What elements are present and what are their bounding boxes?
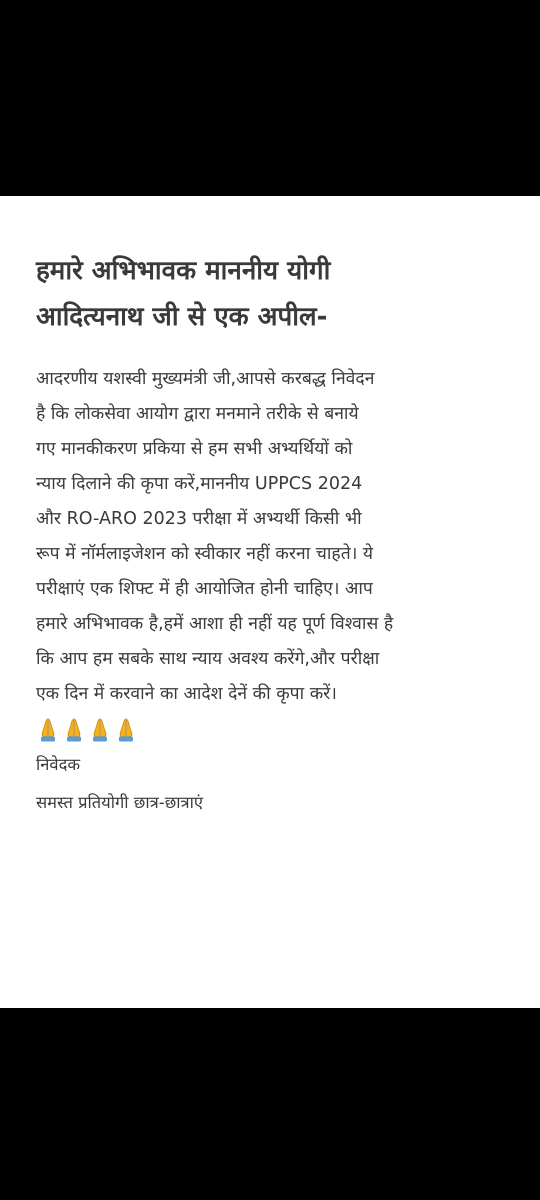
- heading-line-1: हमारे अभिभावक माननीय योगी: [36, 256, 331, 286]
- body-line: रूप में नॉर्मलाइजेशन को स्वीकार नहीं करना चाहते। ये: [36, 544, 374, 564]
- body-line: और RO-ARO 2023 परीक्षा में अभ्यर्थी किसी भी: [36, 509, 362, 529]
- emoji-row: [36, 714, 504, 746]
- folded-hands-icon: [88, 717, 112, 743]
- body-line: आदरणीय यशस्वी मुख्यमंत्री जी,आपसे करबद्ध निवेदन: [36, 369, 375, 389]
- heading-line-2: आदित्यनाथ जी से एक अपील-: [36, 302, 328, 332]
- body-line: परीक्षाएं एक शिफ्ट में ही आयोजित होनी चाहिए। आप: [36, 579, 373, 599]
- top-black-band: [0, 0, 540, 196]
- folded-hands-icon: [114, 717, 138, 743]
- signature-label: निवेदक: [36, 755, 81, 774]
- folded-hands-icon: [36, 717, 60, 743]
- bottom-black-band: [0, 1008, 540, 1200]
- body-line: गए मानकीकरण प्रकिया से हम सभी अभ्यर्थियों को: [36, 439, 353, 459]
- body-line: एक दिन में करवाने का आदेश देनें की कृपा करें।: [36, 684, 337, 704]
- signature-block: [36, 746, 504, 822]
- signature-name: समस्त प्रतियोगी छात्र-छात्राएं: [36, 793, 204, 812]
- appeal-heading: [36, 248, 504, 340]
- body-line: हमारे अभिभावक है,हमें आशा ही नहीं यह पूर्ण विश्वास है: [36, 614, 394, 634]
- folded-hands-icon: [62, 717, 86, 743]
- body-line: न्याय दिलाने की कृपा करें,माननीय UPPCS 2024: [36, 474, 363, 494]
- appeal-body: [36, 362, 504, 712]
- body-line: है कि लोकसेवा आयोग द्वारा मनमाने तरीके से बनाये: [36, 404, 359, 424]
- appeal-card: [0, 196, 540, 1008]
- body-line: कि आप हम सबके साथ न्याय अवश्य करेंगे,और परीक्षा: [36, 649, 380, 669]
